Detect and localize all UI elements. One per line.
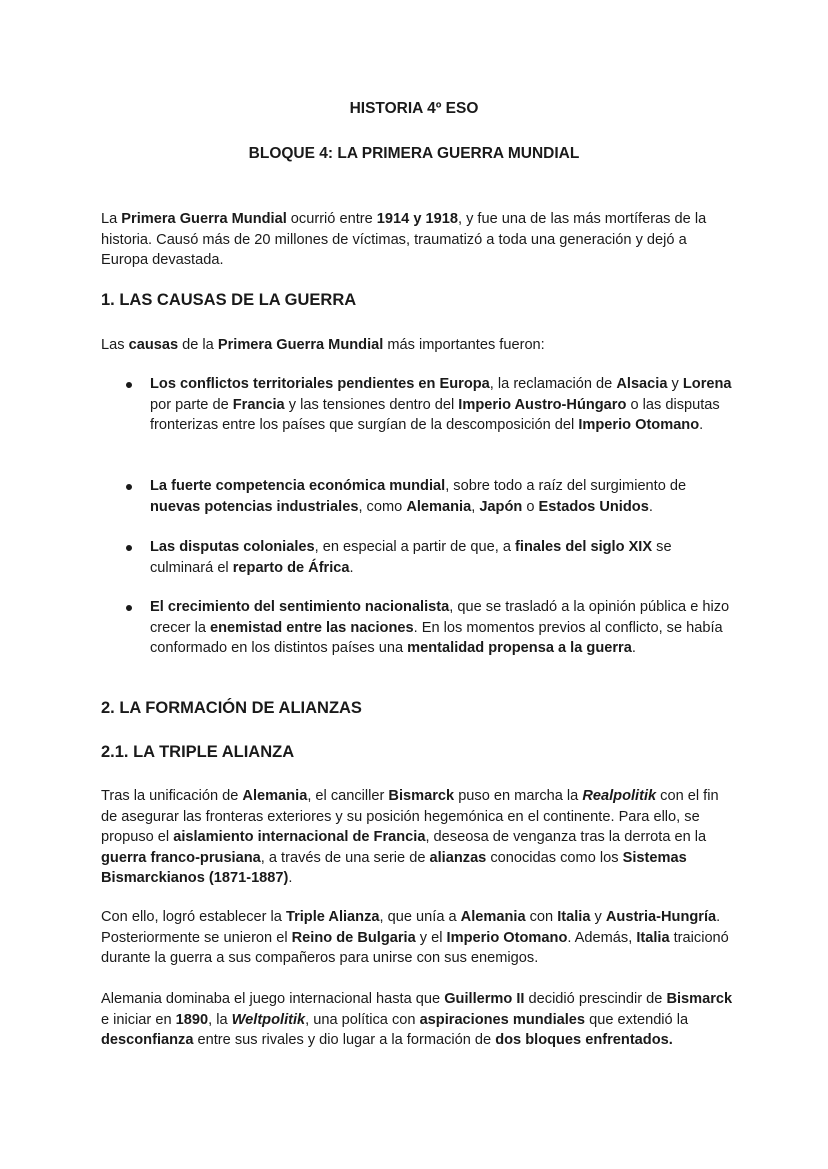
emphasis-text: Weltpolitik	[231, 1011, 306, 1028]
text-run: más importantes fueron:	[383, 337, 545, 353]
emphasis-text: enemistad entre las naciones	[210, 619, 414, 636]
emphasis-text: Francia	[232, 396, 285, 413]
emphasis-text: Bismarck	[666, 991, 733, 1007]
bullet-icon	[126, 382, 132, 388]
emphasis-text	[232, 1012, 306, 1028]
emphasis-text: Realpolitik	[582, 788, 657, 804]
emphasis-text: Alemania	[460, 909, 526, 925]
text-run: .	[699, 417, 704, 434]
emphasis-text: Alsacia	[616, 376, 668, 392]
bullet-icon	[126, 484, 132, 490]
text-run: .	[349, 559, 354, 576]
text-run: , en especial a partir de que, a	[314, 539, 516, 555]
text-run: con	[525, 909, 558, 925]
list-item-text	[150, 374, 733, 436]
emphasis-text: La fuerte competencia económica mundial	[150, 478, 446, 494]
emphasis-text: Primera Guerra Mundial	[121, 211, 287, 227]
text-run: o las disputas fronterizas entre los países que surgían de la descomposición del	[150, 396, 720, 434]
emphasis-text: nuevas potencias industriales	[150, 498, 359, 515]
emphasis-text: causas	[128, 337, 179, 353]
text-run: con el fin de asegurar las fronteras exteriores y su posición hegemónica en el continente. Para ello, se propuso el	[101, 788, 719, 846]
text-run: ocurrió entre	[286, 211, 377, 227]
emphasis-text: Triple Alianza	[285, 909, 380, 925]
text-run: conocidas como los	[486, 849, 623, 866]
list-item	[101, 597, 733, 659]
emphasis-text: Lorena	[682, 376, 732, 392]
emphasis-text: Reino de Bulgaria	[291, 929, 416, 946]
text-run: , sobre todo a raíz del surgimiento de	[445, 478, 687, 494]
emphasis-text: dos bloques enfrentados.	[495, 1032, 673, 1049]
emphasis-text	[582, 788, 656, 804]
causes-lead-paragraph	[101, 335, 733, 356]
text-run: por parte de	[150, 396, 233, 413]
body-paragraph	[101, 989, 733, 1051]
text-run: y el	[415, 929, 447, 946]
emphasis-text: Alemania	[242, 788, 308, 804]
emphasis-text: reparto de África	[232, 559, 350, 576]
text-run: ,	[471, 498, 480, 515]
emphasis-text: Estados Unidos	[538, 498, 649, 515]
text-run: se culminará el	[150, 539, 672, 576]
text-run: .	[631, 640, 636, 657]
text-run: , deseosa de venganza tras la derrota en la	[425, 829, 707, 846]
list-item-text	[150, 537, 733, 578]
text-run: y las tensiones dentro del	[284, 396, 459, 413]
emphasis-text: Alemania	[406, 498, 472, 515]
text-run: , que unía a	[379, 909, 461, 925]
text-run: , una política con	[305, 1011, 420, 1028]
emphasis-text: Italia	[636, 929, 670, 946]
list-item-text	[150, 597, 733, 659]
text-run: traicionó durante la guerra a sus compañeros para unirse con sus enemigos.	[101, 929, 729, 967]
section-1-heading: 1. LAS CAUSAS DE LA GUERRA	[101, 291, 357, 309]
emphasis-text: Imperio Otomano	[578, 417, 700, 434]
text-run: Con ello, logró establecer la	[101, 909, 286, 925]
text-run: o	[522, 498, 539, 515]
text-run: . Posteriormente se unieron el	[101, 909, 721, 946]
list-item	[101, 374, 733, 436]
emphasis-text: Austria-Hungría	[605, 909, 717, 925]
list-item-text	[150, 476, 733, 517]
emphasis-text: aspiraciones mundiales	[419, 1011, 586, 1028]
section-2-heading: 2. LA FORMACIÓN DE ALIANZAS	[101, 699, 362, 717]
intro-paragraph	[101, 209, 733, 271]
text-run: .	[648, 498, 653, 515]
bullet-icon	[126, 605, 132, 611]
emphasis-text: Las disputas coloniales	[150, 539, 315, 555]
emphasis-text: Italia	[557, 909, 591, 925]
emphasis-text: Imperio Austro-Húngaro	[458, 396, 627, 413]
emphasis-text: 1914 y 1918	[376, 211, 458, 227]
text-run: , la	[208, 1011, 232, 1028]
text-run: . En los momentos previos al conflicto, se había conformado en los distintos países una	[150, 619, 723, 657]
emphasis-text: mentalidad propensa a la guerra	[407, 640, 632, 657]
text-run: e iniciar en	[101, 1011, 176, 1028]
emphasis-text: Sistemas Bismarckianos (1871-1887)	[101, 849, 687, 887]
text-run: y	[667, 376, 683, 392]
emphasis-text: Los conflictos territoriales pendientes en Europa	[150, 376, 490, 392]
text-run: , y fue una de las más mortíferas de la historia. Causó más de 20 millones de víctimas, traumatizó a toda una generación y dejó a Europa devastada.	[101, 211, 707, 269]
text-run: , como	[358, 498, 407, 515]
text-run: que extendió la	[585, 1011, 689, 1028]
text-run: Tras la unificación de	[101, 788, 243, 804]
emphasis-text: Guillermo II	[444, 991, 525, 1007]
text-run: entre sus rivales y dio lugar a la formación de	[193, 1032, 496, 1049]
emphasis-text: Imperio Otomano	[446, 929, 568, 946]
emphasis-text: El crecimiento del sentimiento nacionalista	[150, 599, 450, 615]
text-run: , que se trasladó a la opinión pública e hizo crecer la	[150, 599, 730, 636]
emphasis-text: Bismarck	[388, 788, 455, 804]
emphasis-text: Primera Guerra Mundial	[217, 337, 384, 353]
emphasis-text: finales del siglo XIX	[515, 539, 653, 555]
text-run: , a través de una serie de	[260, 849, 430, 866]
section-2-1-heading: 2.1. LA TRIPLE ALIANZA	[101, 743, 295, 761]
text-run: .	[288, 870, 293, 887]
document-title: HISTORIA 4º ESO	[349, 100, 479, 117]
emphasis-text: 1890	[175, 1011, 209, 1028]
text-run: puso en marcha la	[454, 788, 583, 804]
text-run: decidió prescindir de	[524, 991, 667, 1007]
text-run: , la reclamación de	[489, 376, 617, 392]
text-run: y	[590, 909, 606, 925]
list-item	[101, 476, 733, 517]
body-paragraph	[101, 786, 733, 889]
text-run: La	[101, 211, 122, 227]
emphasis-text: guerra franco-prusiana	[101, 849, 261, 866]
body-paragraph	[101, 907, 733, 969]
text-run: . Además,	[567, 929, 637, 946]
emphasis-text: Japón	[479, 498, 523, 515]
emphasis-text: desconfianza	[101, 1032, 194, 1049]
document-subtitle: BLOQUE 4: LA PRIMERA GUERRA MUNDIAL	[248, 145, 580, 162]
emphasis-text: alianzas	[429, 849, 487, 866]
text-run: , el canciller	[307, 788, 389, 804]
text-run: de la	[178, 337, 218, 353]
emphasis-text: aislamiento internacional de Francia	[173, 829, 426, 846]
text-run: Las	[101, 337, 129, 353]
bullet-icon	[126, 545, 132, 551]
list-item	[101, 537, 733, 578]
text-run: Alemania dominaba el juego internacional hasta que	[101, 991, 445, 1007]
